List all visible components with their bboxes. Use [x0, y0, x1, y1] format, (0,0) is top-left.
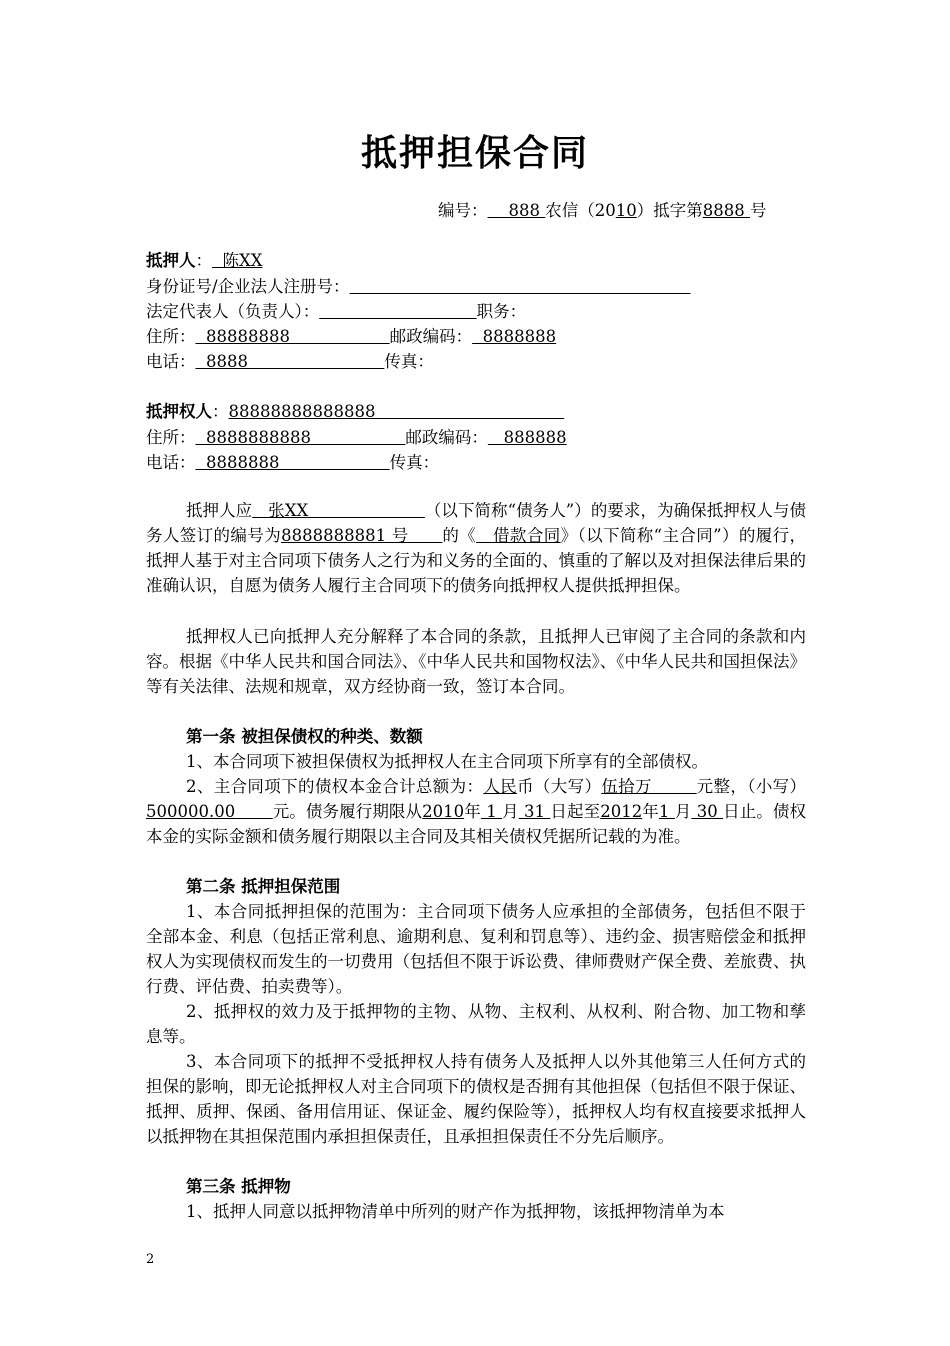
- article-2-item-3: 3、本合同项下的抵押不受抵押权人持有债务人及抵押人以外其他第三人任何方式的担保的影响，即无论抵押权人对主合同项下的债权是否拥有其他担保（包括但不限于保证、抵押、质押、保函、备用信用证、保证金、履约保险等），抵押权人均有权直接要求抵押人以抵押物在其担保范围内承担担保责任，且承担担保责任不分先后顺序。: [146, 1052, 806, 1146]
- article-1-heading: 第一条 被担保债权的种类、数额: [186, 727, 423, 746]
- mortgagee-address-line: 住所： 8888888888 邮政编码： 888888: [146, 428, 567, 447]
- mortgagee-phone-line: 电话： 8888888 传真：: [146, 453, 440, 472]
- article-2-heading: 第二条 抵押担保范围: [186, 877, 341, 896]
- article-2-item-1: 1、本合同抵押担保的范围为：主合同项下债务人应承担的全部债务，包括但不限于全部本金、利息（包括正常利息、逾期利息、复利和罚息等）、违约金、损害赔偿金和抵押权人为实现债权而发生的一切费用（包括但不限于诉讼费、律师费财产保全费、差旅费、执行费、评估费、拍卖费等）。: [146, 902, 806, 996]
- page-number: 2: [146, 1252, 155, 1267]
- article-1-item-1: 1、本合同项下被担保债权为抵押权人在主合同项下所享有的全部债权。: [186, 752, 708, 771]
- intro-paragraph-1: 抵押人应 张XX （以下简称“债务人”）的要求，为确保抵押权人与债务人签订的编号为8888888881 号 的《 借款合同》（以下简称“主合同”）的履行，抵押人基于对主合同项下债务人之行为和义务的全面的、慎重的了解以及对担保法律后果的准确认识，自愿为债务人履行主合同项下的债务向抵押权人提供抵押担保。: [146, 501, 807, 595]
- intro-paragraph-2: 抵押权人已向抵押人充分解释了本合同的条款，且抵押人已审阅了主合同的条款和内容。根据《中华人民共和国合同法》、《中华人民共和国物权法》、《中华人民共和国担保法》等有关法律、法规和规章，双方经协商一致，签订本合同。: [146, 627, 806, 696]
- mortgagor-phone-line: 电话： 8888 传真：: [146, 352, 434, 371]
- mortgagor-address-line: 住所： 88888888 邮政编码： 8888888: [146, 327, 557, 346]
- mortgagor-name-line: 抵押人： 陈XX: [146, 251, 263, 270]
- article-3-item-1: 1、抵押人同意以抵押物清单中所列的财产作为抵押物，该抵押物清单为本: [186, 1202, 725, 1221]
- document-title: 抵押担保合同: [360, 132, 589, 174]
- article-1-item-2: 2、主合同项下的债权本金合计总额为：人民币（大写）伍拾万 元整，（小写）500000.00 元。债务履行期限从2010年 1 月 31 日起至2012年1 月 30 日止。债权本金的实际金额和债务履行期限以主合同及其相关债权凭据所记载的为准。: [146, 777, 807, 846]
- mortgagor-rep-line: 法定代表人（负责人）： 职务：: [146, 302, 527, 321]
- contract-number: 编号： 888 农信（2010）抵字第8888 号: [438, 201, 767, 220]
- mortgagee-name-line: 抵押权人：88888888888888: [146, 402, 565, 421]
- mortgagor-id-line: 身份证号/企业法人注册号：: [146, 277, 350, 296]
- article-3-heading: 第三条 抵押物: [186, 1177, 291, 1196]
- article-2-item-2: 2、抵押权的效力及于抵押物的主物、从物、主权利、从权利、附合物、加工物和孳息等。: [146, 1002, 806, 1046]
